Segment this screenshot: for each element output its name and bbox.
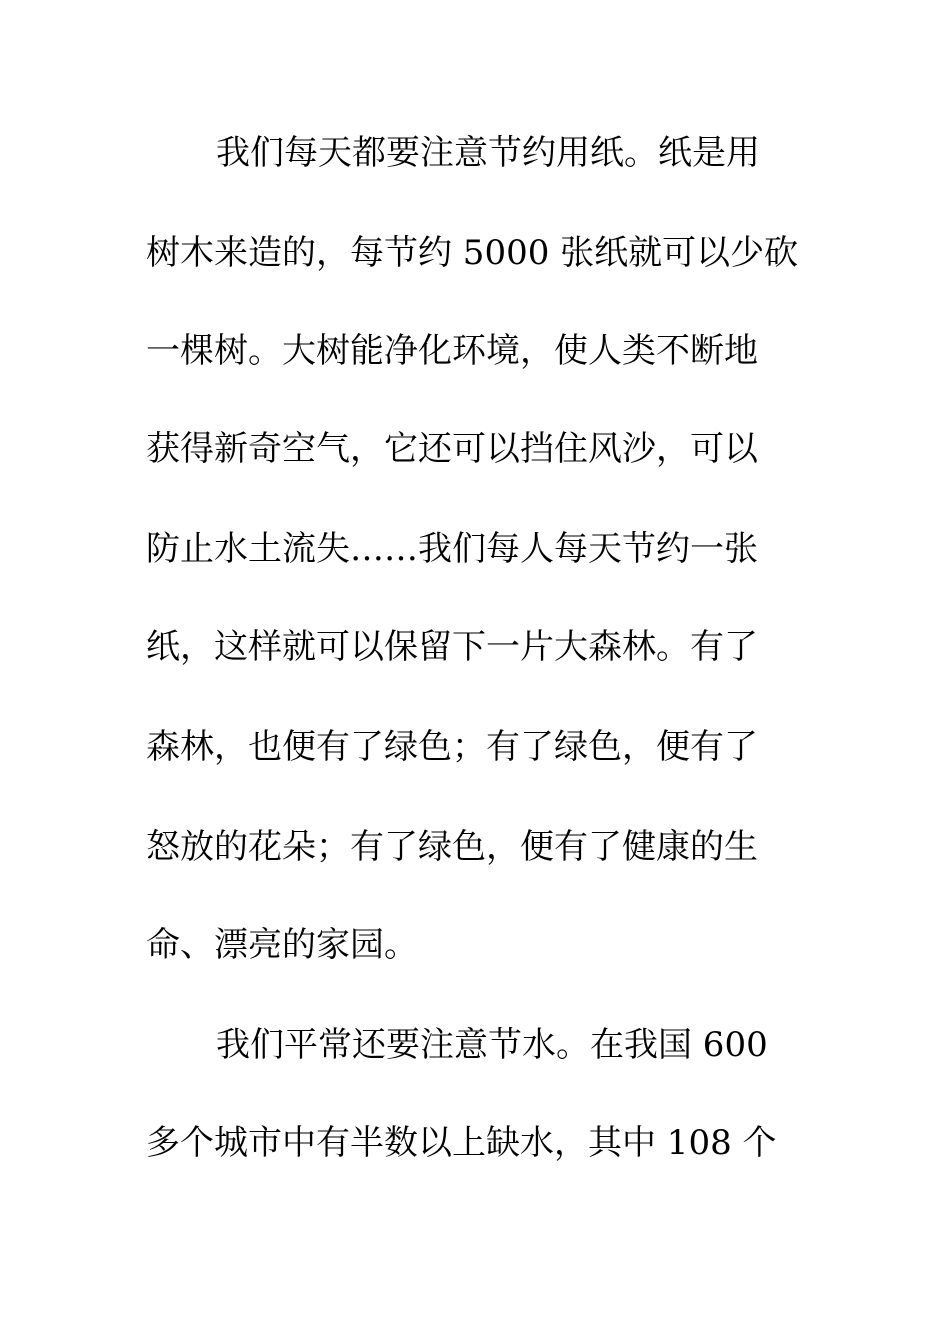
paragraph-1-line-8: 怒放的花朵；有了绿色，便有了健康的生 [146,827,758,867]
paragraph-1-line-9: 命、漂亮的家园。 [146,925,418,965]
paragraph-2-line-1: 我们平常还要注意节水。在我国 600 [216,1025,768,1065]
paragraph-1-line-7: 森林，也便有了绿色；有了绿色，便有了 [146,727,758,767]
paragraph-1-line-1: 我们每天都要注意节约用纸。纸是用 [216,133,760,173]
paragraph-1-line-6: 纸，这样就可以保留下一片大森林。有了 [146,627,758,667]
paragraph-2-line-2: 多个城市中有半数以上缺水，其中 108 个 [146,1123,777,1163]
paragraph-1-line-4: 获得新奇空气，它还可以挡住风沙，可以 [146,429,758,469]
paragraph-1-line-2: 树木来造的，每节约 5000 张纸就可以少砍 [146,233,799,273]
paragraph-1-line-3: 一棵树。大树能净化环境，使人类不断地 [146,331,758,371]
paragraph-1-line-5: 防止水土流失……我们每人每天节约一张 [146,529,758,569]
